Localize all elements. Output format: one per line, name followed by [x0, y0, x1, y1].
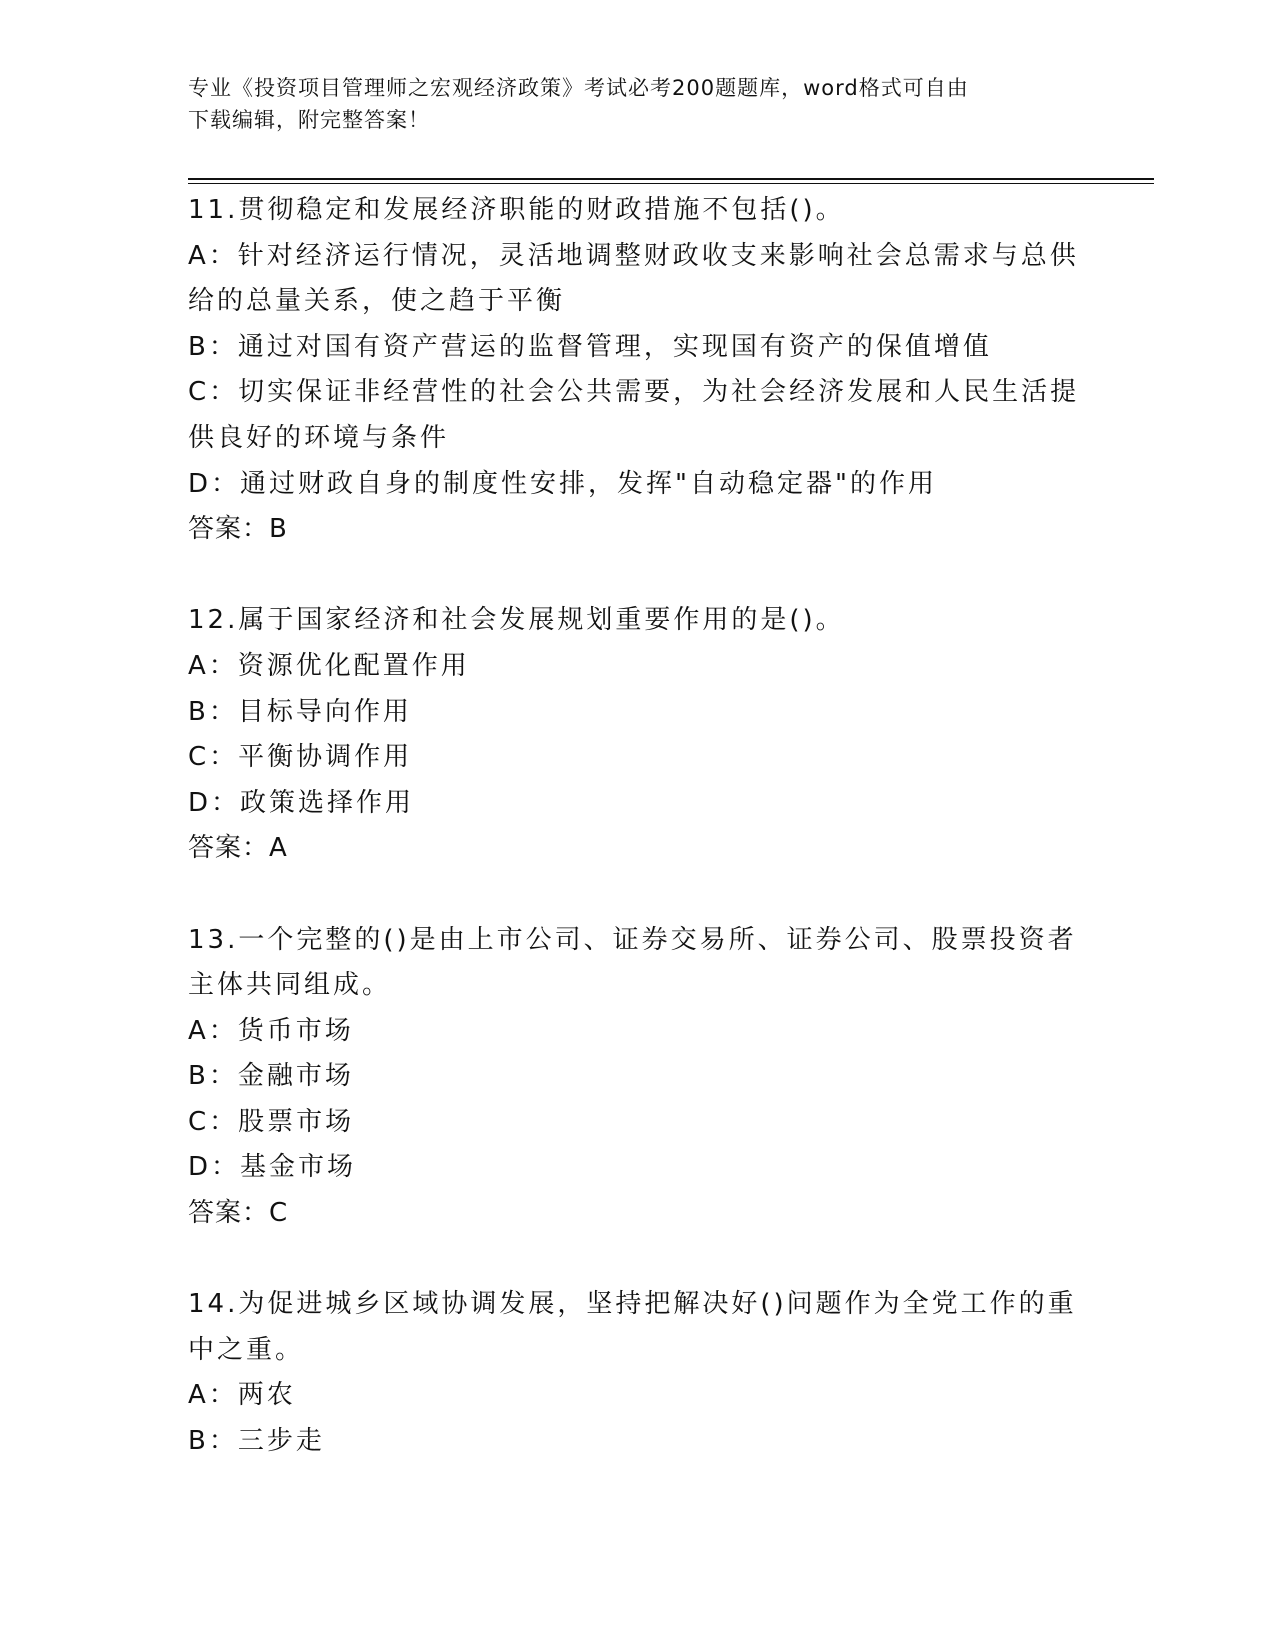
header-divider-thick [188, 178, 1154, 180]
spacer [188, 1237, 1088, 1283]
header-line-1: 专业《投资项目管理师之宏观经济政策》考试必考200题题库，word格式可自由 [188, 76, 969, 100]
header-divider-thin [188, 183, 1154, 184]
option-b: B：三步走 [188, 1426, 325, 1457]
question-stem: 12.属于国家经济和社会发展规划重要作用的是()。 [188, 605, 845, 636]
option-b: B：通过对国有资产营运的监督管理，实现国有资产的保值增值 [188, 331, 992, 362]
header-line-2: 下载编辑，附完整答案！ [188, 108, 430, 132]
option-b: B：目标导向作用 [188, 696, 412, 727]
option-a: A：货币市场 [188, 1015, 354, 1046]
question-11 [188, 188, 1088, 553]
question-12 [188, 598, 1088, 872]
document-header [188, 72, 1088, 136]
question-stem: 11.贯彻稳定和发展经济职能的财政措施不包括()。 [188, 195, 845, 225]
option-a: A：两农 [188, 1380, 296, 1411]
question-list [188, 188, 1088, 1465]
spacer [188, 872, 1088, 918]
option-d: D：基金市场 [188, 1152, 357, 1183]
option-b: B：金融市场 [188, 1061, 354, 1092]
question-stem-continued: 中之重。 [188, 1334, 305, 1365]
answer: 答案：C [188, 1198, 289, 1229]
answer: 答案：A [188, 833, 288, 864]
option-c: C：平衡协调作用 [188, 742, 413, 773]
question-stem: 13.一个完整的()是由上市公司、证券交易所、证券公司、股票投资者 [188, 924, 1077, 955]
answer: 答案：B [188, 514, 288, 545]
question-13 [188, 918, 1088, 1237]
option-d: D：通过财政自身的制度性安排，发挥"自动稳定器"的作用 [188, 468, 937, 499]
option-c: C：股票市场 [188, 1106, 355, 1137]
option-a: A：针对经济运行情况，灵活地调整财政收支来影响社会总需求与总供 [188, 240, 1079, 271]
option-c: C：切实保证非经营性的社会公共需要，为社会经济发展和人民生活提 [188, 377, 1080, 408]
option-c-continued: 供良好的环境与条件 [188, 422, 450, 453]
question-stem: 14.为促进城乡区域协调发展，坚持把解决好()问题作为全党工作的重 [188, 1289, 1077, 1320]
option-a-continued: 给的总量关系，使之趋于平衡 [188, 286, 566, 317]
question-14 [188, 1282, 1088, 1464]
option-a: A：资源优化配置作用 [188, 650, 470, 681]
question-stem-continued: 主体共同组成。 [188, 970, 392, 1001]
spacer [188, 553, 1088, 599]
option-d: D：政策选择作用 [188, 787, 415, 818]
